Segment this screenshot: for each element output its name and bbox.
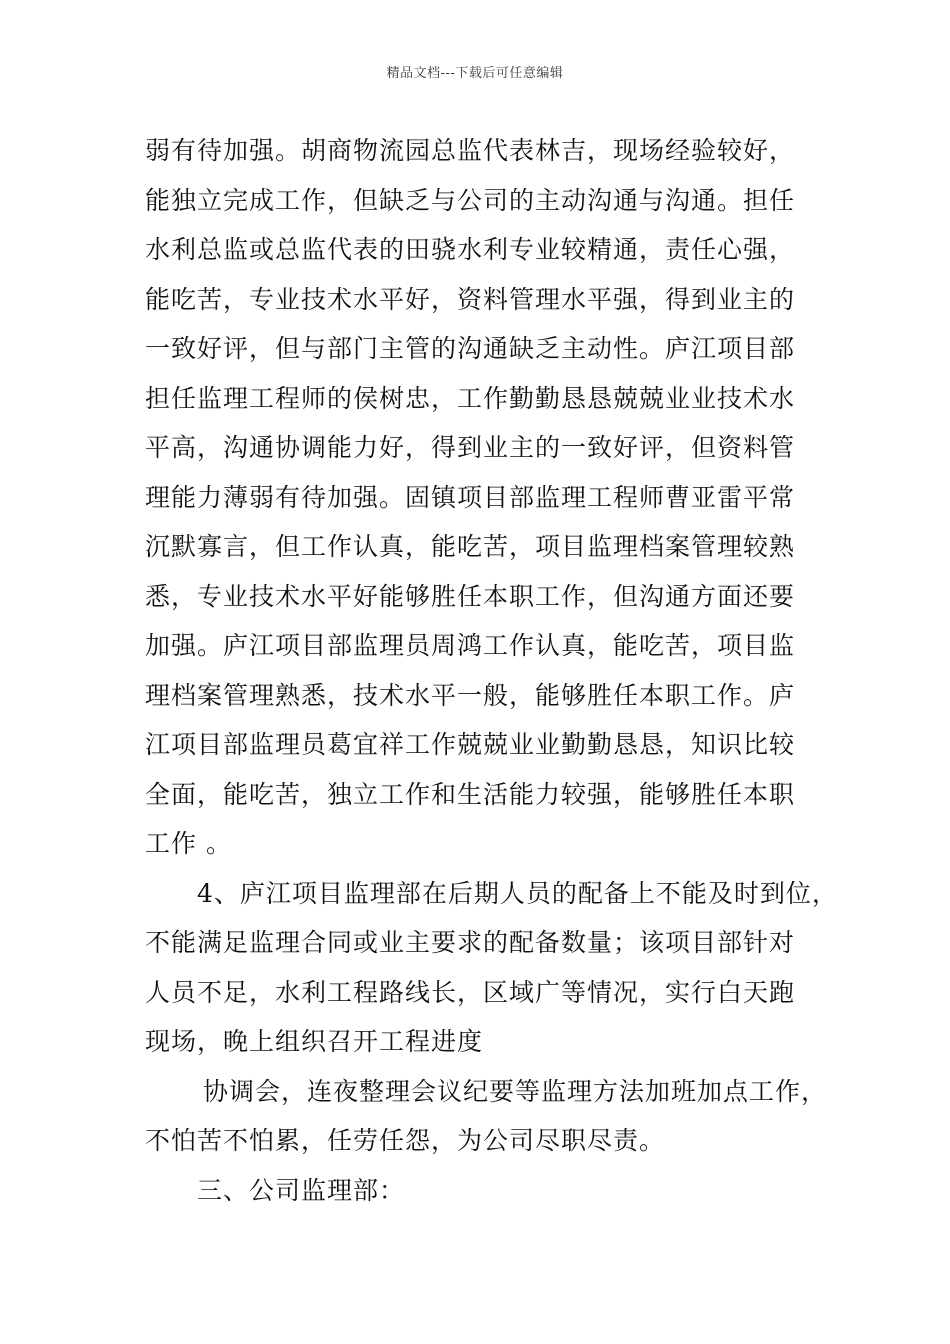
text-line: 沉默寡言，但工作认真，能吃苦，项目监理档案管理较熟	[145, 532, 796, 561]
paragraph-start-line: 4、庐江项目监理部在后期人员的配备上不能及时到位，	[197, 878, 838, 908]
text-line: 现场，晚上组织召开工程进度	[145, 1027, 484, 1056]
text-line: 一致好评，但与部门主管的沟通缺乏主动性。庐江项目部	[145, 334, 796, 363]
text-line: 江项目部监理员葛宜祥工作兢兢业业勤勤恳恳，知识比较	[145, 730, 796, 759]
text-line: 能独立完成工作，但缺乏与公司的主动沟通与沟通。担任	[145, 185, 796, 215]
text-line: 能吃苦，专业技术水平好，资料管理水平强，得到业主的	[145, 284, 796, 314]
text-line: 弱有待加强。胡商物流园总监代表林吉，现场经验较好，	[145, 136, 796, 165]
text-line: 担任监理工程师的侯树忠，工作勤勤恳恳兢兢业业技术水	[145, 383, 796, 413]
document-body	[145, 126, 838, 1215]
text-line: 不能满足监理合同或业主要求的配备数量；该项目部针对	[145, 928, 796, 957]
text-line: 悉，专业技术水平好能够胜任本职工作，但沟通方面还要	[145, 581, 796, 611]
text-line: 理档案管理熟悉，技术水平一般，能够胜任本职工作。庐	[145, 680, 796, 710]
text-line: 加强。庐江项目部监理员周鸿工作认真，能吃苦，项目监	[145, 631, 796, 660]
text-line: 全面，能吃苦，独立工作和生活能力较强，能够胜任本职	[145, 779, 796, 809]
text-line: 理能力薄弱有待加强。固镇项目部监理工程师曹亚雷平常	[145, 482, 796, 512]
text-line: 平高，沟通协调能力好，得到业主的一致好评，但资料管	[145, 433, 796, 462]
paragraph-start-line: 协调会，连夜整理会议纪要等监理方法加班加点工作，	[203, 1076, 828, 1106]
text-line: 工作 。	[145, 829, 232, 858]
text-line: 不怕苦不怕累，任劳任怨，为公司尽职尽责。	[145, 1126, 666, 1155]
text-line: 水利总监或总监代表的田骁水利专业较精通，责任心强，	[145, 235, 796, 264]
section-heading: 三、公司监理部：	[197, 1175, 406, 1205]
page-header: 精品文档---下载后可任意编辑	[386, 66, 564, 81]
text-line: 人员不足，水利工程路线长，区域广等情况，实行白天跑	[145, 977, 796, 1007]
